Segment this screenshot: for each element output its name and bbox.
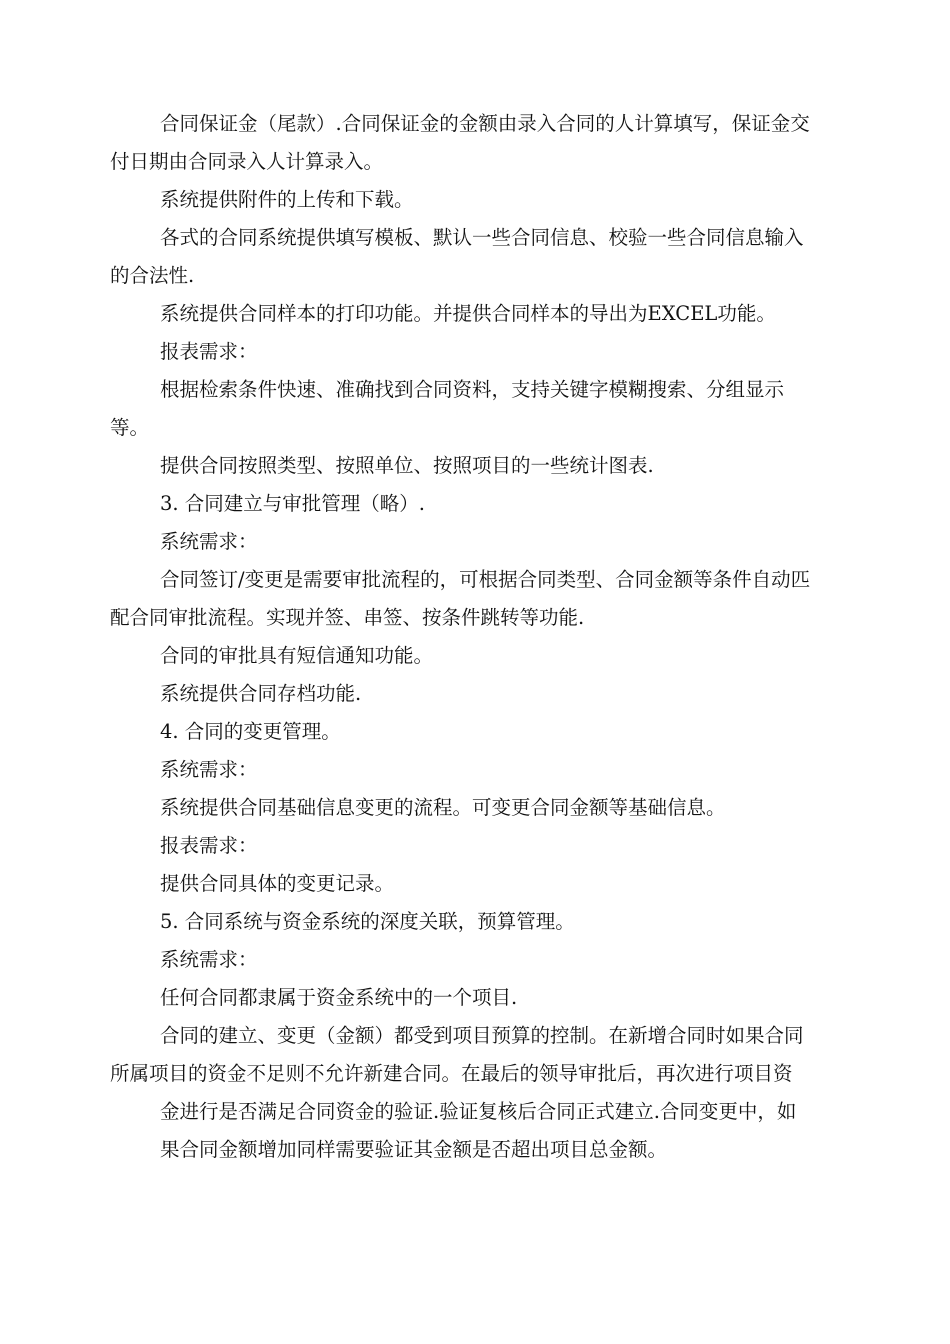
heading-system-req-3: 系统需求： xyxy=(160,948,258,971)
line-search-1: 根据检索条件快速、准确找到合同资料，支持关键字模糊搜索、分组显示 xyxy=(160,378,785,401)
line-templates-1: 各式的合同系统提供填写模板、默认一些合同信息、校验一些合同信息输入 xyxy=(160,226,804,249)
line-sms-notify: 合同的审批具有短信通知功能。 xyxy=(160,644,434,667)
section-5-heading: 5. 合同系统与资金系统的深度关联，预算管理。 xyxy=(160,910,575,933)
heading-system-req-2: 系统需求： xyxy=(160,758,258,781)
line-guarantee-1: 合同保证金（尾款）.合同保证金的金额由录入合同的人计算填写，保证金交 xyxy=(160,112,810,135)
line-guarantee-2: 付日期由合同录入人计算录入。 xyxy=(110,150,384,173)
heading-report-req-2: 报表需求： xyxy=(160,834,258,857)
heading-report-req-1: 报表需求： xyxy=(160,340,258,363)
section-3-heading: 3. 合同建立与审批管理（略）. xyxy=(160,492,426,515)
line-stat-charts: 提供合同按照类型、按照单位、按照项目的一些统计图表. xyxy=(160,454,654,477)
section-4-heading: 4. 合同的变更管理。 xyxy=(160,720,341,743)
line-budget-control-1: 合同的建立、变更（金额）都受到项目预算的控制。在新增合同时如果合同 xyxy=(160,1024,804,1047)
line-approval-flow-2: 配合同审批流程。实现并签、串签、按条件跳转等功能. xyxy=(110,606,585,629)
line-change-flow: 系统提供合同基础信息变更的流程。可变更合同金额等基础信息。 xyxy=(160,796,726,819)
line-budget-control-4: 果合同金额增加同样需要验证其金额是否超出项目总金额。 xyxy=(160,1138,668,1161)
line-approval-flow-1: 合同签订/变更是需要审批流程的，可根据合同类型、合同金额等条件自动匹 xyxy=(160,568,811,591)
line-print-export: 系统提供合同样本的打印功能。并提供合同样本的导出为EXCEL功能。 xyxy=(160,302,776,325)
line-attachments: 系统提供附件的上传和下载。 xyxy=(160,188,414,211)
line-archive: 系统提供合同存档功能. xyxy=(160,682,362,705)
line-change-record: 提供合同具体的变更记录。 xyxy=(160,872,395,895)
line-project-membership: 任何合同都隶属于资金系统中的一个项目. xyxy=(160,986,518,1009)
line-templates-2: 的合法性. xyxy=(110,264,195,287)
heading-system-req-1: 系统需求： xyxy=(160,530,258,553)
line-search-2: 等。 xyxy=(110,416,150,439)
line-budget-control-2: 所属项目的资金不足则不允许新建合同。在最后的领导审批后，再次进行项目资 xyxy=(110,1062,793,1085)
line-budget-control-3: 金进行是否满足合同资金的验证.验证复核后合同正式建立.合同变更中，如 xyxy=(160,1100,797,1123)
